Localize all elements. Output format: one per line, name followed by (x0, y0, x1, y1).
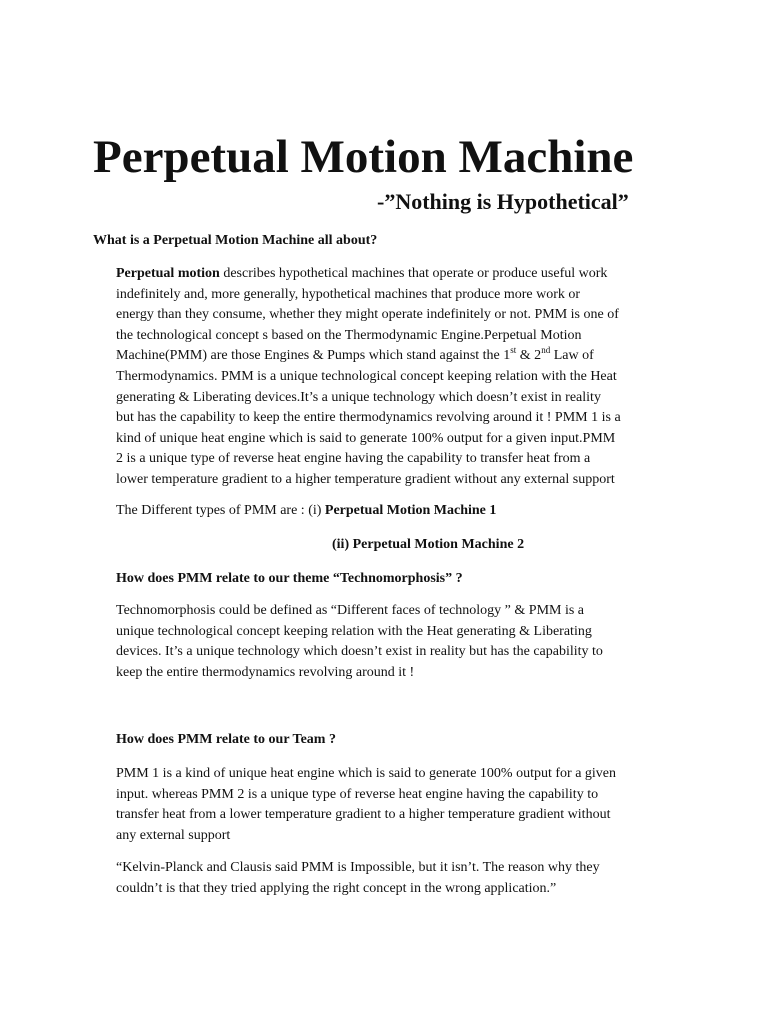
intro-paragraph (116, 264, 676, 491)
theme-line: Technomorphosis could be defined as “Different faces of technology ” & PMM is a (116, 603, 585, 618)
heading-theme: How does PMM relate to our theme “Technomorphosis” ? (116, 571, 463, 586)
pmm-types-line: The Different types of PMM are : (i) Perpetual Motion Machine 1 (116, 503, 497, 518)
team-line: PMM 1 is a kind of unique heat engine which is said to generate 100% output for a given (116, 766, 617, 781)
intro-line: lower temperature gradient to a higher temperature gradient without any external support (116, 471, 615, 487)
quote-paragraph (116, 858, 676, 899)
intro-line: Perpetual motion describes hypothetical machines that operate or produce useful work (116, 266, 608, 281)
heading-team: How does PMM relate to our Team ? (116, 732, 336, 747)
intro-line: Machine(PMM) are those Engines & Pumps which stand against the 1st & 2nd Law of (116, 345, 594, 364)
theme-paragraph (116, 601, 676, 683)
intro-line: generating & Liberating devices.It’s a unique technology which doesn’t exist in reality (116, 389, 601, 405)
perpetual-motion-term: Perpetual motion (116, 266, 220, 281)
intro-line: the technological concept s based on the Thermodynamic Engine.Perpetual Motion (116, 327, 582, 343)
team-paragraph (116, 764, 676, 846)
intro-line: indefinitely and, more generally, hypothetical machines that produce more work or (116, 286, 581, 302)
intro-line: energy than they consume, whether they might operate indefinitely or not. PMM is one of (116, 307, 619, 323)
theme-line: unique technological concept keeping relation with the Heat generating & Liberating (116, 623, 592, 639)
intro-line: kind of unique heat engine which is said to generate 100% output for a given input.PMM (116, 430, 616, 446)
intro-line: 2 is a unique type of reverse heat engine having the capability to transfer heat from a (116, 451, 591, 467)
team-line: input. whereas PMM 2 is a unique type of reverse heat engine having the capability to (116, 786, 599, 802)
theme-line: keep the entire thermodynamics revolving around it ! (116, 664, 415, 680)
team-line: any external support (116, 827, 231, 843)
intro-line: but has the capability to keep the entire thermodynamics revolving around it ! PMM 1 is a (116, 410, 621, 426)
quote-line: “Kelvin-Planck and Clausis said PMM is Impossible, but it isn’t. The reason why they (116, 860, 600, 875)
pmm-type-1: Perpetual Motion Machine 1 (324, 503, 497, 518)
pmm-type-2: (ii) Perpetual Motion Machine 2 (332, 537, 525, 552)
heading-what-is-pmm: What is a Perpetual Motion Machine all about? (93, 233, 378, 248)
document-subtitle: -”Nothing is Hypothetical” (377, 189, 629, 214)
intro-line: Thermodynamics. PMM is a unique technological concept keeping relation with the Heat (116, 368, 617, 384)
theme-line: devices. It’s a unique technology which doesn’t exist in reality but has the capability to (116, 644, 603, 660)
quote-line: couldn’t is that they tried applying the right concept in the wrong application.” (116, 880, 557, 896)
team-line: transfer heat from a lower temperature gradient to a higher temperature gradient without (116, 807, 611, 823)
document-title: Perpetual Motion Machine (93, 131, 634, 183)
